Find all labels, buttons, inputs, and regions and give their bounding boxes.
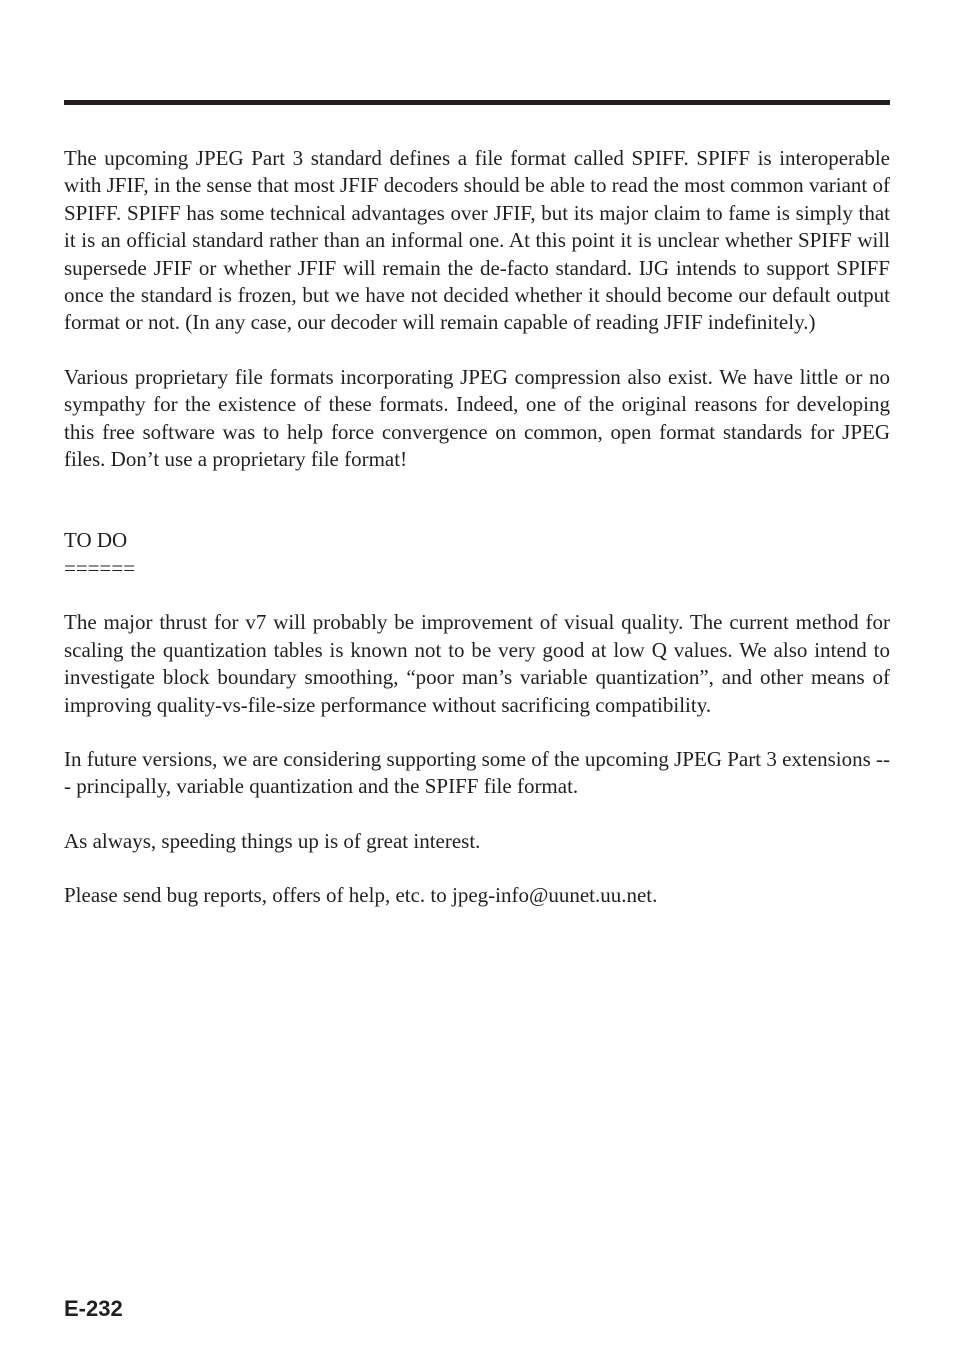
page-number: E-232: [64, 1296, 123, 1321]
paragraph-spiff: The upcoming JPEG Part 3 standard defines a file format called SPIFF. SPIFF is interoperable with JFIF, in the sense that most JFIF decoders should be able to read the most common variant of SPIFF. SPIFF has some technical advantages over JFIF, but its major claim to fame is simply that it is an official standard rather than an informal one. At this point it is unclear whether SPIFF will supersede JFIF or whether JFIF will remain the de-facto standard. IJG intends to support SPIFF once the standard is frozen, but we have not decided whether it should become our default output format or not. (In any case, our decoder will remain capable of reading JFIF indefinitely.): [64, 146, 890, 335]
paragraph-speed: As always, speeding things up is of great interest.: [64, 828, 481, 853]
todo-heading: TO DO: [64, 528, 128, 553]
paragraph-proprietary: Various proprietary file formats incorporating JPEG compression also exist. We have little or no sympathy for the existence of these formats. Indeed, one of the original reasons for developing this free software was to help force convergence on common, open format standards for JPEG files. Don’t use a proprietary file format!: [64, 364, 890, 472]
todo-underline: ======: [64, 555, 136, 580]
todo-heading-block: [64, 527, 890, 582]
paragraph-future: In future versions, we are considering supporting some of the upcoming JPEG Part 3 extensions --- principally, variable quantization and the SPIFF file format.: [64, 746, 890, 799]
paragraph-contact: Please send bug reports, offers of help, etc. to jpeg-info@uunet.uu.net.: [64, 883, 658, 908]
document-body: [64, 145, 890, 910]
paragraph-quality: The major thrust for v7 will probably be improvement of visual quality. The current method for scaling the quantization tables is known not to be very good at low Q values. We also intend to investigate block boundary smoothing, “poor man’s variable quantization”, and other means of improving quality-vs-file-size performance without sacrificing compatibility.: [64, 610, 890, 717]
top-rule: [64, 100, 890, 105]
